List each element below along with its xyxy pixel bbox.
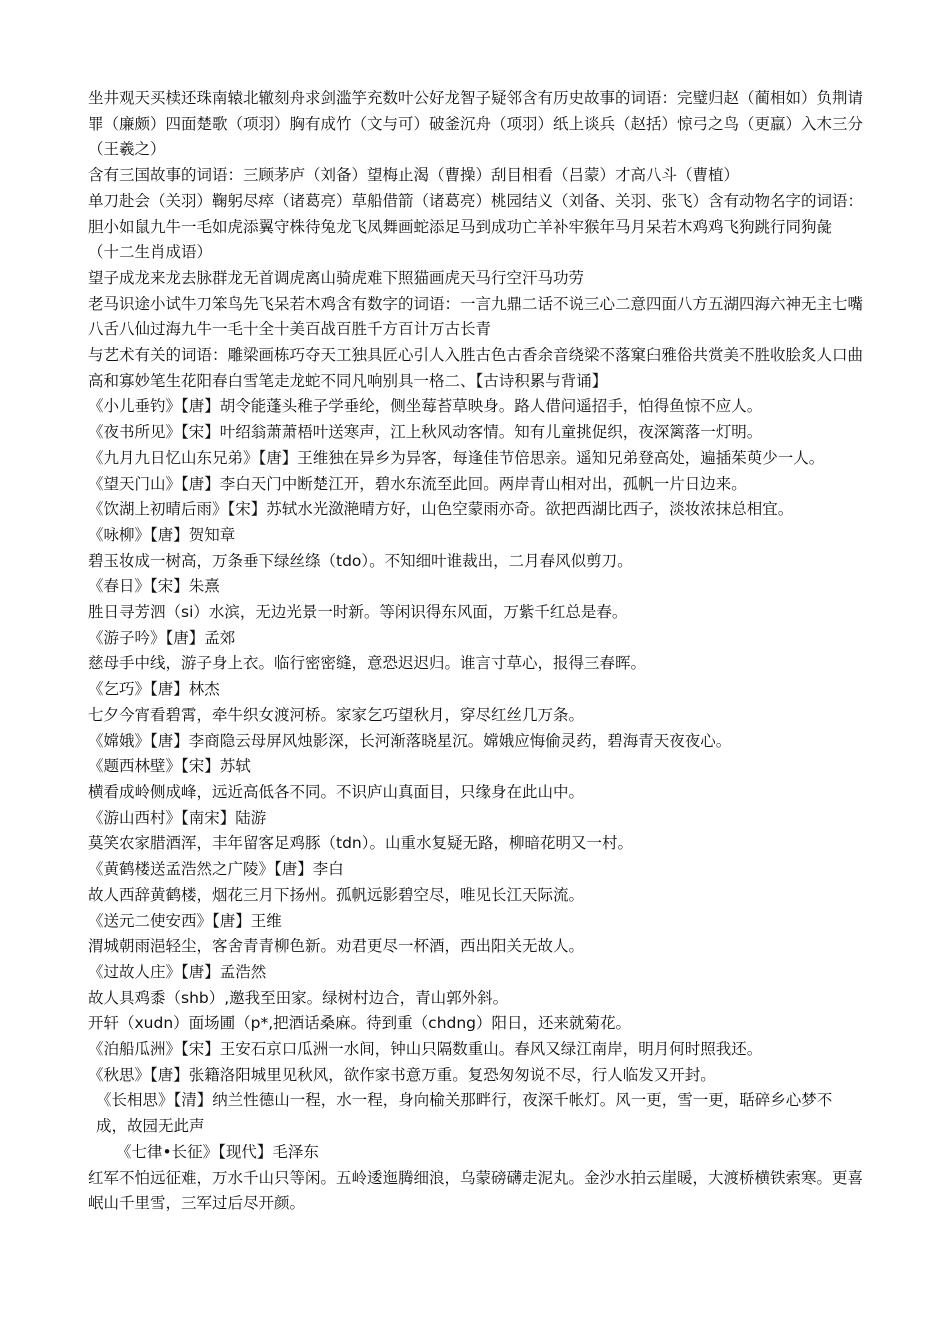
text-line: 胜日寻芳泗（si）水滨，无边光景一时新。等闲识得东风面，万紫千红总是春。 (88, 603, 628, 622)
text-line: 《题西林壁》【宋】苏轼 (88, 757, 251, 776)
text-line: 坐井观天买椟还珠南辕北辙刻舟求剑滥竽充数叶公好龙智子疑邻含有历史故事的词语：完璧归赵（蔺相如）负荆请罪（廉颇）四面楚歌（项羽）胸有成竹（文与可）破釜沉舟（项羽）纸上谈兵（赵括）惊弓之鸟（更羸）入木三分（王羲之） (88, 89, 864, 159)
text-line: 莫笑农家腊酒浑，丰年留客足鸡豚（tdn）。山重水复疑无路，柳暗花明又一村。 (88, 834, 633, 853)
text-line: 与艺术有关的词语：雕梁画栋巧夺天工独具匠心引人入胜古色古香余音绕梁不落窠臼雅俗共赏美不胜收脍炙人口曲高和寡妙笔生花阳春白雪笔走龙蛇不同凡响别具一格二、【古诗积累与背诵】 (88, 346, 864, 390)
text-line: 《黄鹤楼送孟浩然之广陵》【唐】李白 (88, 860, 344, 879)
text-line: 《秋思》【唐】张籍洛阳城里见秋风，欲作家书意万重。复恐匆匆说不尽，行人临发又开封。 (88, 1065, 716, 1084)
text-line: 《咏柳》【唐】贺知章 (88, 525, 236, 544)
text-line: 《望天门山》【唐】李白天门中断楚江开，碧水东流至此回。两岸青山相对出，孤帆一片日边来。 (88, 474, 747, 493)
text-line: 含有三国故事的词语：三顾茅庐（刘备）望梅止渴（曹操）刮目相看（吕蒙）才高八斗（曹植） (88, 166, 740, 185)
text-line: 老马识途小试牛刀笨鸟先飞呆若木鸡含有数字的词语：一言九鼎二话不说三心二意四面八方五湖四海六神无主七嘴八舌八仙过海九牛一毛十全十美百战百胜千方百计万古长青 (88, 294, 864, 339)
text-line: 《送元二使安西》【唐】王维 (88, 911, 282, 930)
text-line: 慈母手中线，游子身上衣。临行密密缝，意恐迟迟归。谁言寸草心，报得三春晖。 (88, 654, 647, 673)
text-line: 《过故人庄》【唐】孟浩然 (88, 962, 267, 981)
text-line: 故人具鸡黍（shb）,邀我至田家。绿树村边合，青山郭外斜。 (88, 988, 509, 1007)
text-line: 红军不怕远征难，万水千山只等闲。五岭逶迤腾细浪，乌蒙磅礴走泥丸。金沙水拍云崖暖，大渡桥横铁索寒。更喜岷山千里雪，三军过后尽开颜。 (88, 1168, 864, 1213)
text-line: 故人西辞黄鹤楼，烟花三月下扬州。孤帆远影碧空尽，唯见长江天际流。 (88, 885, 585, 904)
text-line: 《游子吟》【唐】孟郊 (88, 628, 236, 647)
text-line: 《乞巧》【唐】林杰 (88, 680, 220, 699)
text-line: 《泊船瓜洲》【宋】王安石京口瓜洲一水间，钟山只隔数重山。春风又绿江南岸，明月何时照我还。 (88, 1040, 763, 1059)
document-body (88, 86, 863, 1217)
text-line: 《游山西村》【南宋】陆游 (88, 808, 267, 827)
text-line: 碧玉妆成一树高，万条垂下绿丝绦（tdo）。不知细叶谁裁出，二月春风似剪刀。 (88, 551, 633, 570)
text-line: 横看成岭侧成峰，远近高低各不同。不识庐山真面目，只缘身在此山中。 (88, 782, 585, 801)
text-line: 《九月九日忆山东兄弟》【唐】王维独在异乡为异客，每逢佳节倍思亲。遥知兄弟登高处，遍插茱萸少一人。 (88, 448, 825, 467)
text-line: （十二生肖成语） (88, 243, 213, 262)
text-line: 《嫦娥》【唐】李商隐云母屏风烛影深，长河渐落晓星沉。嫦娥应悔偷灵药，碧海青天夜夜心。 (88, 731, 732, 750)
text-line: 七夕今宵看碧霄，牵牛织女渡河桥。家家乞巧望秋月，穿尽红丝几万条。 (88, 705, 585, 724)
text-line: 开轩（xudn）面场圃（p*,把酒话桑麻。待到重（chdng）阳日，还来就菊花。 (88, 1014, 632, 1033)
text-line: 单刀赴会（关羽）鞠躬尽瘁（诸葛亮）草船借箭（诸葛亮）桃园结义（刘备、关羽、张飞）含有动物名字的词语：胆小如鼠九牛一毛如虎添翼守株待兔龙飞凤舞画蛇添足马到成功亡羊补牢猴年马月呆若木鸡鸡飞狗跳行同狗彘 (88, 191, 864, 236)
text-line: 《春日》【宋】朱熹 (88, 577, 220, 596)
text-line: 《饮湖上初晴后雨》【宋】苏轼水光潋滟晴方好，山色空蒙雨亦奇。欲把西湖比西子，淡妆浓抹总相宜。 (88, 500, 794, 519)
text-line: 《小儿垂钓》【唐】胡令能蓬头稚子学垂纶，侧坐莓苔草映身。路人借问遥招手，怕得鱼惊不应人。 (88, 397, 763, 416)
text-line: 《夜书所见》【宋】叶绍翁萧萧梧叶送寒声，江上秋风动客情。知有儿童挑促织，夜深篱落一灯明。 (88, 423, 763, 442)
text-line: 渭城朝雨浥轻尘，客舍青青柳色新。劝君更尽一杯酒，西出阳关无故人。 (88, 937, 585, 956)
text-line: 望子成龙来龙去脉群龙无首调虎离山骑虎难下照猫画虎天马行空汗马功劳 (88, 268, 585, 287)
text-line: 《长相思》【清】纳兰性德山一程，水一程，身向榆关那畔行，夜深千帐灯。风一更，雪一更，聒碎乡心梦不成，故园无此声 (96, 1091, 833, 1136)
text-line: 《七律•长征》【现代】毛泽东 (116, 1142, 319, 1161)
